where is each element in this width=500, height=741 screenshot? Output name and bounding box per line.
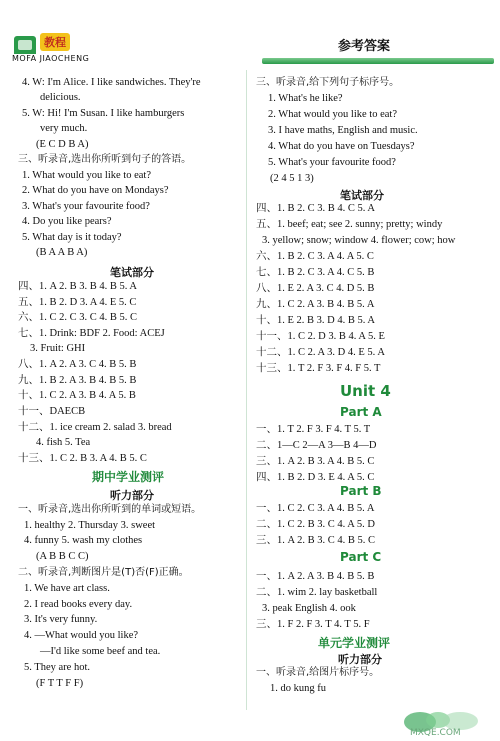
- answer-line: 4. —What would you like?: [24, 630, 139, 641]
- answer-line: 3. I have maths, English and music.: [268, 125, 418, 136]
- answer-line: 2. I read books every day.: [24, 599, 133, 610]
- answer-line: very much.: [40, 123, 88, 134]
- subsection-heading: 听力部分: [338, 653, 382, 666]
- answer-line: 四、1. A 2. B 3. B 4. B 5. A: [18, 281, 138, 292]
- answer-line: 5. W: Hi! I'm Susan. I like hamburgers: [22, 108, 185, 119]
- answer-line: 4. W: I'm Alice. I like sandwiches. They're: [22, 77, 201, 88]
- section-heading: Part B: [340, 484, 382, 498]
- answer-line: 三、1. A 2. B 3. C 4. B 5. C: [256, 535, 376, 546]
- answer-line: 一、听录音,选出你所听到的单词或短语。: [18, 504, 202, 515]
- section-heading: Part A: [340, 405, 382, 419]
- answer-line: 六、1. C 2. C 3. C 4. B 5. C: [18, 312, 138, 323]
- answer-line: 3. Fruit: GHI: [30, 343, 86, 354]
- subsection-heading: 笔试部分: [340, 189, 384, 202]
- answer-line: 4. funny 5. wash my clothes: [24, 535, 143, 546]
- answer-line: 四、1. B 2. C 3. B 4. C 5. A: [256, 203, 376, 214]
- answer-line: 八、1. A 2. A 3. C 4. B 5. B: [18, 359, 137, 370]
- answer-line: 三、听录音,给下列句子标序号。: [256, 77, 400, 88]
- answer-line: 4. What do you have on Tuesdays?: [268, 141, 415, 152]
- answer-line: (2 4 5 1 3): [270, 173, 314, 184]
- answer-line: 一、1. A 2. A 3. B 4. B 5. B: [256, 571, 375, 582]
- answer-line: 三、1. F 2. F 3. T 4. T 5. F: [256, 619, 370, 630]
- answer-line: 3. peak English 4. ook: [262, 603, 356, 614]
- section-heading: 单元学业测评: [318, 636, 391, 650]
- logo-subtitle: MOFA JIAOCHENG: [12, 54, 90, 63]
- answer-line: 5. What day is it today?: [22, 232, 122, 243]
- answer-line: (F T T F F): [36, 678, 84, 689]
- answer-line: 1. What's he like?: [268, 93, 343, 104]
- answer-line: 5. What's your favourite food?: [268, 157, 396, 168]
- answer-line: 十二、1. C 2. A 3. D 4. E 5. A: [256, 347, 385, 358]
- answer-line: 十一、1. C 2. D 3. B 4. A 5. E: [256, 331, 385, 342]
- subsection-heading: 听力部分: [110, 489, 154, 502]
- answer-line: 1. What would you like to eat?: [22, 170, 151, 181]
- subsection-heading: 笔试部分: [110, 266, 154, 279]
- answer-line: 六、1. B 2. C 3. A 4. A 5. C: [256, 251, 374, 262]
- answer-line: 十、1. E 2. B 3. D 4. B 5. A: [256, 315, 376, 326]
- answer-line: 十三、1. T 2. F 3. F 4. F 5. T: [256, 363, 381, 374]
- answer-line: (B A A B A): [36, 247, 88, 258]
- answer-line: delicious.: [40, 92, 81, 103]
- answer-line: 八、1. E 2. A 3. C 4. D 5. B: [256, 283, 375, 294]
- answer-line: 二、听录音,判断图片是(T)否(F)正确。: [18, 567, 189, 578]
- answer-line: 1. do kung fu: [270, 683, 326, 694]
- answer-line: 二、1. wim 2. lay basketball: [256, 587, 378, 598]
- answer-line: 四、1. B 2. D 3. E 4. A 5. C: [256, 472, 375, 483]
- answer-line: 七、1. Drink: BDF 2. Food: ACEJ: [18, 328, 165, 339]
- answer-line: 二、1—C 2—A 3—B 4—D: [256, 440, 377, 451]
- answer-line: 4. Do you like pears?: [22, 216, 112, 227]
- answer-line: 一、1. C 2. C 3. A 4. B 5. A: [256, 503, 375, 514]
- answer-line: 2. What would you like to eat?: [268, 109, 397, 120]
- answer-line: 十一、DAECB: [18, 406, 86, 417]
- answer-line: (A B B C C): [36, 551, 89, 562]
- answer-line: 五、1. beef; eat; see 2. sunny; pretty; windy: [256, 219, 443, 230]
- answer-line: 一、听录音,给图片标序号。: [256, 667, 380, 678]
- answer-line: 3. yellow; snow; window 4. flower; cow; how: [262, 235, 456, 246]
- watermark-text: MXQE.COM: [410, 728, 461, 738]
- answer-line: 3. What's your favourite food?: [22, 201, 150, 212]
- answer-line: 1. healthy 2. Thursday 3. sweet: [24, 520, 156, 531]
- answer-line: 3. It's very funny.: [24, 614, 98, 625]
- page-title: 参考答案: [338, 39, 391, 54]
- answer-line: 一、1. T 2. F 3. F 4. T 5. T: [256, 424, 371, 435]
- answer-line: 七、1. B 2. C 3. A 4. C 5. B: [256, 267, 375, 278]
- section-heading: 期中学业测评: [92, 470, 165, 484]
- section-heading: Part C: [340, 550, 382, 564]
- answer-line: 十、1. C 2. A 3. B 4. A 5. B: [18, 390, 136, 401]
- answer-line: 十二、1. ice cream 2. salad 3. bread: [18, 422, 172, 433]
- section-heading: Unit 4: [340, 382, 391, 400]
- answer-line: 5. They are hot.: [24, 662, 90, 673]
- answer-line: 1. We have art class.: [24, 583, 110, 594]
- answer-line: 三、1. A 2. B 3. A 4. B 5. C: [256, 456, 375, 467]
- logo-badge: 教程: [40, 33, 70, 51]
- answer-line: (E C D B A): [36, 139, 89, 150]
- answer-line: 五、1. B 2. D 3. A 4. E 5. C: [18, 297, 137, 308]
- answer-line: —I'd like some beef and tea.: [40, 646, 161, 657]
- answer-line: 九、1. C 2. A 3. B 4. B 5. A: [256, 299, 375, 310]
- answer-line: 2. What do you have on Mondays?: [22, 185, 169, 196]
- answer-line: 十三、1. C 2. B 3. A 4. B 5. C: [18, 453, 147, 464]
- answer-line: 二、1. C 2. B 3. C 4. A 5. D: [256, 519, 376, 530]
- answer-line: 九、1. B 2. A 3. B 4. B 5. B: [18, 375, 137, 386]
- answer-line: 三、听录音,选出你所听到句子的答语。: [18, 154, 192, 165]
- answer-line: 4. fish 5. Tea: [36, 437, 91, 448]
